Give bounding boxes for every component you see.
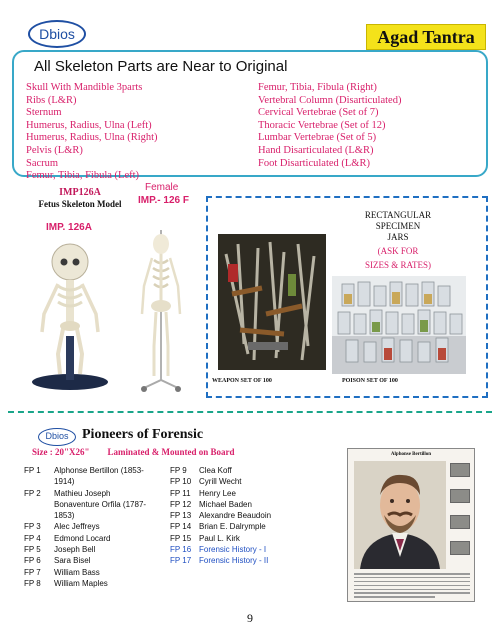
specimen-jars-note: (ASK FOR SIZES & RATES) — [364, 246, 431, 270]
poster-thumbnail — [450, 463, 470, 477]
fetus-model-name: Fetus Skeleton Model — [38, 199, 122, 209]
poster-title: Alphonse Bertillon — [390, 452, 432, 457]
dbios-logo-small: Dbios — [38, 428, 76, 446]
pioneers-title: Pioneers of Forensic — [82, 427, 204, 442]
fetus-model-code: IMP126A — [59, 187, 101, 198]
list-item: FP 9 Clea Koff — [170, 466, 232, 475]
part-item: Humerus, Radius, Ulna (Right) — [26, 132, 158, 144]
part-item: Sternum — [26, 107, 62, 119]
list-item: FP 5 Joseph Bell — [24, 545, 96, 555]
female-model-code: IMP.- 126 F — [138, 195, 189, 206]
part-item: Femur, Tibia, Fibula (Left) — [26, 170, 140, 182]
list-item: FP 16 Forensic History - I — [170, 545, 267, 555]
page-title: Agad Tantra — [366, 24, 486, 50]
part-item: Foot Disarticulated (L&R) — [258, 157, 370, 169]
pioneers-list-left — [24, 465, 164, 589]
list-item: 1853) — [54, 511, 75, 521]
pioneer-poster-preview — [347, 448, 475, 602]
poster-thumbnail — [450, 489, 470, 503]
part-item: Lumbar Vertebrae (Set of 5) — [258, 132, 377, 144]
skeleton-parts-list-right — [258, 82, 401, 170]
list-item: FP 4 Edmond Locard — [24, 533, 111, 543]
list-item: FP 6 Sara Bisel — [24, 556, 91, 566]
list-item: 1914) — [54, 477, 75, 487]
poster-thumbnail — [450, 541, 470, 555]
fetus-model-imp-label: IMP. 126A — [46, 222, 92, 233]
list-item: FP 13 Alexandre Beaudoin — [170, 511, 272, 521]
part-item: Pelvis (L&R) — [26, 144, 83, 156]
pioneers-list-right — [170, 465, 310, 567]
weapon-set-image — [218, 234, 326, 370]
portrait-image — [354, 461, 446, 569]
dbios-logo: Dbios — [28, 20, 86, 48]
part-item: Humerus, Radius, Ulna (Left) — [26, 119, 152, 131]
female-model-label: Female — [145, 182, 179, 193]
part-item: Femur, Tibia, Fibula (Right) — [258, 82, 377, 93]
part-item: Cervical Vertebrae (Set of 7) — [258, 107, 379, 119]
list-item: FP 11 Henry Lee — [170, 488, 236, 498]
poison-set-image — [332, 276, 466, 374]
weapon-set-caption: WEAPON SET OF 100 — [212, 378, 272, 384]
skeleton-parts-box — [12, 50, 488, 182]
list-item: FP 1 Alphonse Bertillon (1853- — [24, 466, 144, 475]
part-item: Sacrum — [26, 157, 59, 169]
list-item: FP 2 Mathieu Joseph — [24, 488, 111, 498]
part-item: Ribs (L&R) — [26, 94, 77, 106]
list-item: FP 14 Brian E. Dalrymple — [170, 522, 266, 532]
list-item: FP 7 William Bass — [24, 567, 100, 577]
part-item: Skull With Mandible 3parts — [26, 82, 143, 93]
list-item: FP 10 Cyrill Wecht — [170, 477, 242, 487]
specimen-jars-title: RECTANGULAR SPECIMEN JARS — [364, 210, 432, 242]
female-skeleton-image — [132, 222, 190, 394]
page-number: 9 — [247, 611, 253, 625]
fetus-skeleton-image — [28, 236, 112, 392]
part-item: Vertebral Column (Disarticulated) — [258, 94, 402, 106]
poison-set-caption: POISON SET OF 100 — [342, 378, 398, 384]
poster-size-label: Size : 20"X26" — [32, 447, 90, 457]
poster-size-row — [32, 447, 235, 457]
list-item: FP 12 Michael Baden — [170, 499, 252, 509]
list-item: FP 8 William Maples — [24, 578, 108, 588]
skeleton-parts-list-left — [26, 82, 158, 183]
poster-body-text — [354, 573, 470, 600]
part-item: Thoracic Vertebrae (Set of 12) — [258, 119, 386, 131]
poster-size-note: Laminated & Mounted on Board — [107, 447, 235, 457]
poster-thumbnail — [450, 515, 470, 529]
list-item: FP 15 Paul L. Kirk — [170, 533, 240, 543]
list-item: FP 3 Alec Jeffreys — [24, 522, 100, 532]
skeleton-parts-heading: All Skeleton Parts are Near to Original — [34, 58, 288, 75]
list-item: FP 17 Forensic History - II — [170, 556, 269, 566]
part-item: Hand Disarticulated (L&R) — [258, 144, 374, 156]
section-divider — [8, 411, 492, 413]
specimens-box — [206, 196, 488, 398]
list-item: Bonaventure Orfila (1787- — [54, 499, 147, 509]
